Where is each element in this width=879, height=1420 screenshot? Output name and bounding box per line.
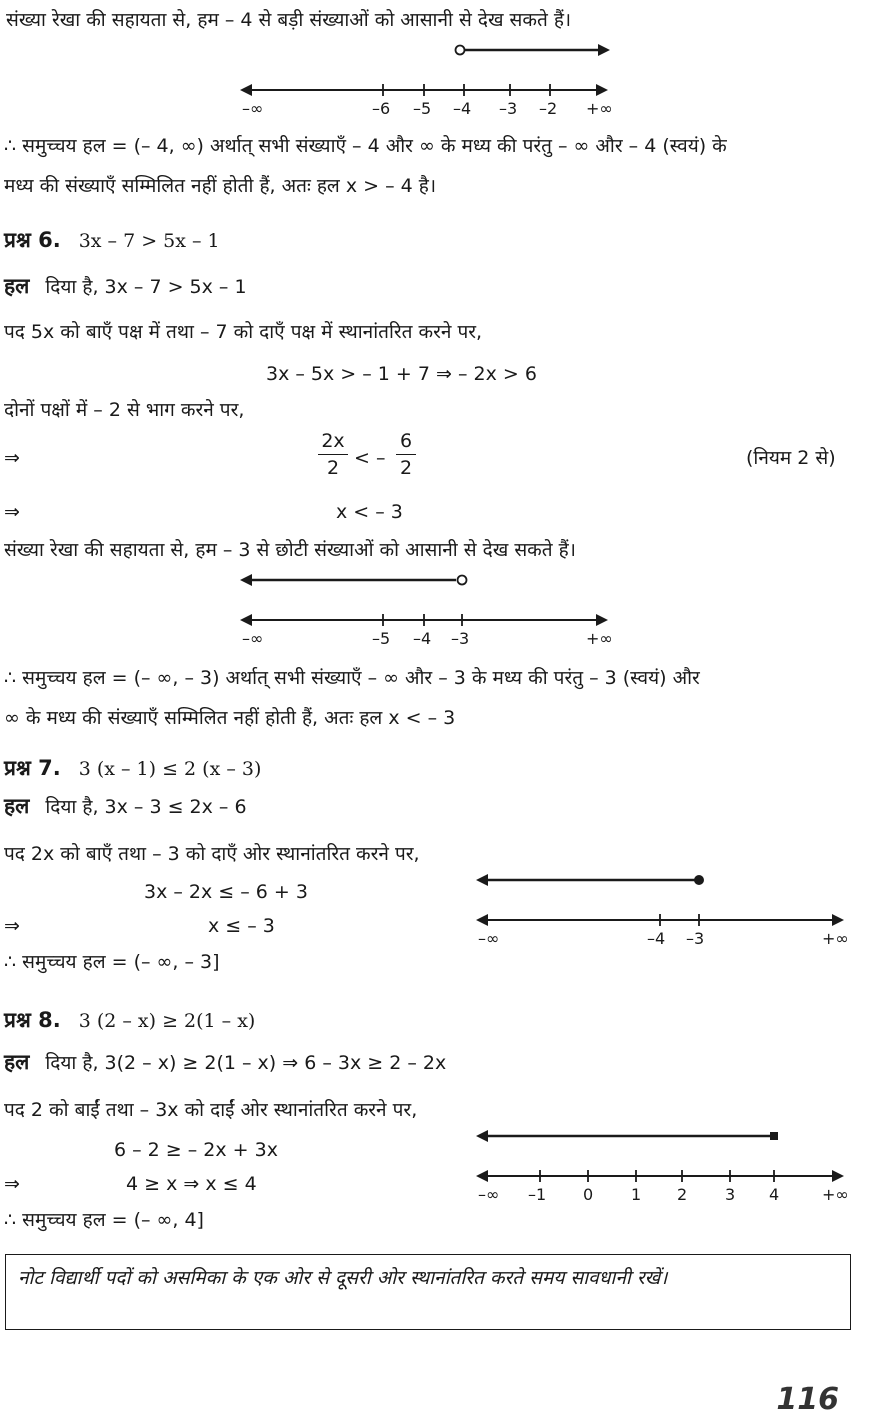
question-8-heading [4,1008,255,1033]
tick-label: –5 [413,99,432,118]
number-line-2 [238,568,618,650]
solution-label: हल [4,794,30,818]
equation: 6 – 2 ≥ – 2x + 3x [114,1139,278,1161]
solution-given [4,794,247,819]
tick-label: +∞ [586,629,613,648]
tick-label: –6 [372,99,391,118]
question-math: 3 (x – 1) ≤ 2 (x – 3) [78,758,262,780]
tick-label: 1 [631,1185,642,1204]
implies-symbol: ⇒ [4,915,20,937]
equation: x < – 3 [336,501,403,523]
tick-label: –∞ [242,629,264,648]
numerator: 2x [321,430,345,452]
solution-label: हल [4,274,30,298]
operator: < – [354,447,386,469]
text-line: संख्या रेखा की सहायता से, हम – 4 से बड़ी संख्याओं को आसानी से देख सकते हैं। [6,9,572,31]
question-label: प्रश्न 8. [4,1008,61,1032]
question-math: 3x – 7 > 5x – 1 [78,230,220,252]
tick-label: –∞ [478,1185,500,1204]
tick-label: –2 [539,99,558,118]
numerator: 6 [399,430,413,452]
equation: x ≤ – 3 [208,915,275,937]
denominator: 2 [326,457,340,479]
page-number: 116 [776,1382,839,1417]
tick-label: –∞ [242,99,264,118]
tick-label: +∞ [822,1185,849,1204]
given-text: दिया है, 3x – 7 > 5x – 1 [45,276,247,298]
tick-label: –3 [499,99,518,118]
tick-label: –4 [413,629,432,648]
text-line: ∴ समुच्चय हल = (– ∞, 4] [4,1209,204,1231]
closed-endpoint [694,875,704,885]
question-6-heading [4,228,220,253]
implies-symbol: ⇒ [4,1173,20,1195]
tick-label: 2 [677,1185,688,1204]
text-line: दोनों पक्षों में – 2 से भाग करने पर, [4,399,245,421]
question-7-heading [4,756,261,781]
question-math: 3 (2 – x) ≥ 2(1 – x) [78,1010,256,1032]
tick-label: –5 [372,629,391,648]
question-label: प्रश्न 7. [4,756,61,780]
tick-label: –3 [686,929,705,948]
equation: 3x – 2x ≤ – 6 + 3 [144,881,308,903]
number-line-1 [238,38,618,118]
closed-endpoint [770,1132,778,1140]
question-label: प्रश्न 6. [4,228,61,252]
equation: 4 ≥ x ⇒ x ≤ 4 [126,1173,257,1195]
text-line: ∴ समुच्चय हल = (– ∞, – 3] [4,951,220,973]
implies-symbol: ⇒ [4,501,20,523]
given-text: दिया है, 3(2 – x) ≥ 2(1 – x) ⇒ 6 – 3x ≥ 2 – 2x [45,1052,447,1074]
number-line-3 [474,868,854,952]
tick-label: +∞ [822,929,849,948]
open-endpoint [456,46,465,55]
tick-label: 4 [769,1185,780,1204]
implies-symbol: ⇒ [4,447,20,469]
fraction [318,430,348,479]
text-line: ∞ के मध्य की संख्याएँ सम्मिलित नहीं होती हैं, अतः हल x < – 3 [4,707,456,729]
text-line: संख्या रेखा की सहायता से, हम – 3 से छोटी संख्याओं को आसानी से देख सकते हैं। [4,539,576,561]
number-line-4 [474,1124,854,1208]
text-line: ∴ समुच्चय हल = (– ∞, – 3) अर्थात् सभी संख्याएँ – ∞ और – 3 के मध्य की परंतु – 3 (स्वयं) और [4,667,700,689]
solution-given [4,274,247,299]
solution-given [4,1050,446,1075]
text-line: मध्य की संख्याएँ सम्मिलित नहीं होती हैं, अतः हल x > – 4 है। [4,175,437,197]
denominator: 2 [399,457,413,479]
text-line: पद 2 को बाईं तथा – 3x को दाईं ओर स्थानांतरित करने पर, [4,1099,418,1121]
text-line: पद 2x को बाएँ तथा – 3 को दाएँ ओर स्थानांतरित करने पर, [4,843,420,865]
tick-label: 3 [725,1185,736,1204]
open-endpoint [458,576,467,585]
tick-label: +∞ [586,99,613,118]
rule-reference: (नियम 2 से) [746,447,836,469]
equation: 3x – 5x > – 1 + 7 ⇒ – 2x > 6 [266,363,537,385]
tick-label: –3 [451,629,470,648]
tick-label: –4 [453,99,472,118]
tick-label: –∞ [478,929,500,948]
tick-label: 0 [583,1185,594,1204]
tick-label: –4 [647,929,666,948]
text-line: ∴ समुच्चय हल = (– 4, ∞) अर्थात् सभी संख्याएँ – 4 और ∞ के मध्य की परंतु – ∞ और – 4 (स्वयं) के [4,135,727,157]
note-box: नोट विद्यार्थी पदों को असमिका के एक ओर से दूसरी ओर स्थानांतरित करते समय सावधानी रखें। [5,1254,851,1330]
tick-label: –1 [528,1185,547,1204]
fraction [396,430,416,479]
solution-label: हल [4,1050,30,1074]
text-line: पद 5x को बाएँ पक्ष में तथा – 7 को दाएँ पक्ष में स्थानांतरित करने पर, [4,321,483,343]
given-text: दिया है, 3x – 3 ≤ 2x – 6 [45,796,247,818]
